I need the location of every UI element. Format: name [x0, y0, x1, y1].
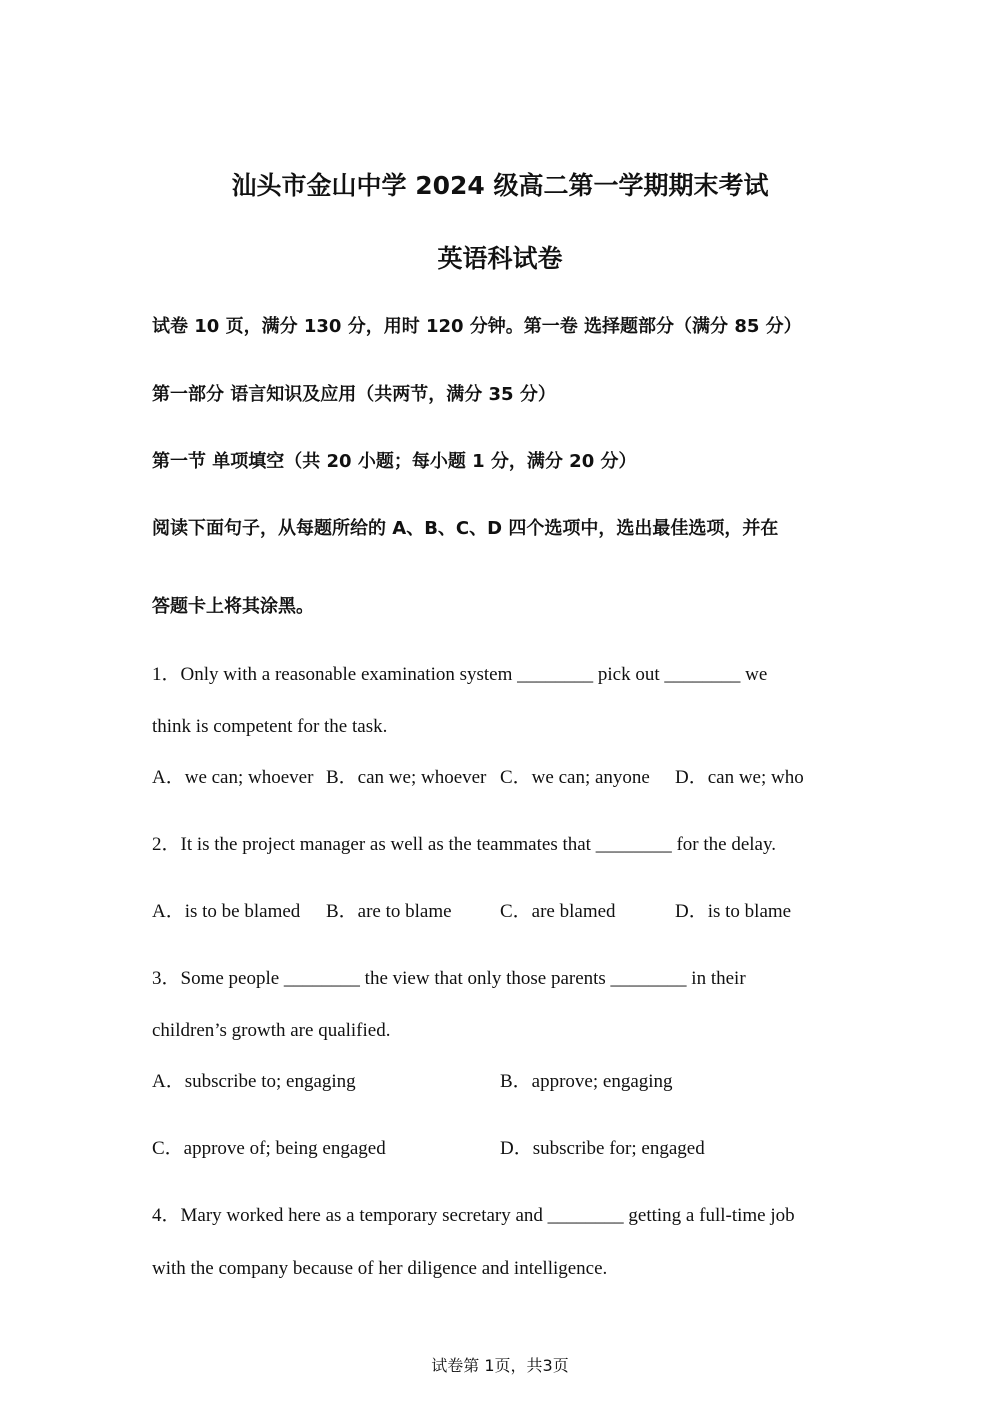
question-4-stem-line-1: 4．Mary worked here as a temporary secretary and ________ getting a full-time job — [152, 1205, 795, 1226]
question-1-option-a: A．we can; whoever — [152, 767, 314, 788]
directions-line-1: 阅读下面句子，从每题所给的 A、B、C、D 四个选项中，选出最佳选项，并在 — [152, 518, 779, 539]
question-1-option-c: C．we can; anyone — [500, 767, 650, 788]
exam-info: 试卷 10 页，满分 130 分，用时 120 分钟。第一卷 选择题部分（满分 85 分） — [152, 316, 802, 337]
question-3-option-a: A．subscribe to; engaging — [152, 1071, 356, 1092]
page-footer: 试卷第 1页，共3页 — [431, 1356, 569, 1375]
question-3-stem-line-2: children’s growth are qualified. — [152, 1020, 391, 1041]
question-2-option-a: A．is to be blamed — [152, 901, 301, 922]
question-3-option-c: C．approve of; being engaged — [152, 1138, 386, 1159]
question-4-stem-line-2: with the company because of her diligence and intelligence. — [152, 1258, 608, 1279]
question-3-option-b: B．approve; engaging — [500, 1071, 673, 1092]
question-2-option-b: B．are to blame — [326, 901, 452, 922]
question-1-stem-line-2: think is competent for the task. — [152, 716, 388, 737]
exam-subtitle: 英语科试卷 — [437, 244, 563, 273]
part-one-heading: 第一部分 语言知识及应用（共两节，满分 35 分） — [152, 384, 556, 405]
question-3-option-d: D．subscribe for; engaged — [500, 1138, 705, 1159]
directions-line-2: 答题卡上将其涂黑。 — [152, 596, 314, 617]
exam-title: 汕头市金山中学 2024 级高二第一学期期末考试 — [231, 171, 769, 200]
question-2-stem-line-1: 2．It is the project manager as well as the teammates that ________ for the delay. — [152, 834, 776, 855]
section-one-heading: 第一节 单项填空（共 20 小题；每小题 1 分，满分 20 分） — [152, 451, 637, 472]
question-2-option-d: D．is to blame — [675, 901, 792, 922]
question-2-option-c: C．are blamed — [500, 901, 616, 922]
question-1-option-b: B．can we; whoever — [326, 767, 487, 788]
question-3-stem-line-1: 3．Some people ________ the view that only those parents ________ in their — [152, 968, 746, 989]
question-1-stem-line-1: 1．Only with a reasonable examination system ________ pick out ________ we — [152, 664, 768, 685]
question-1-option-d: D．can we; who — [675, 767, 804, 788]
